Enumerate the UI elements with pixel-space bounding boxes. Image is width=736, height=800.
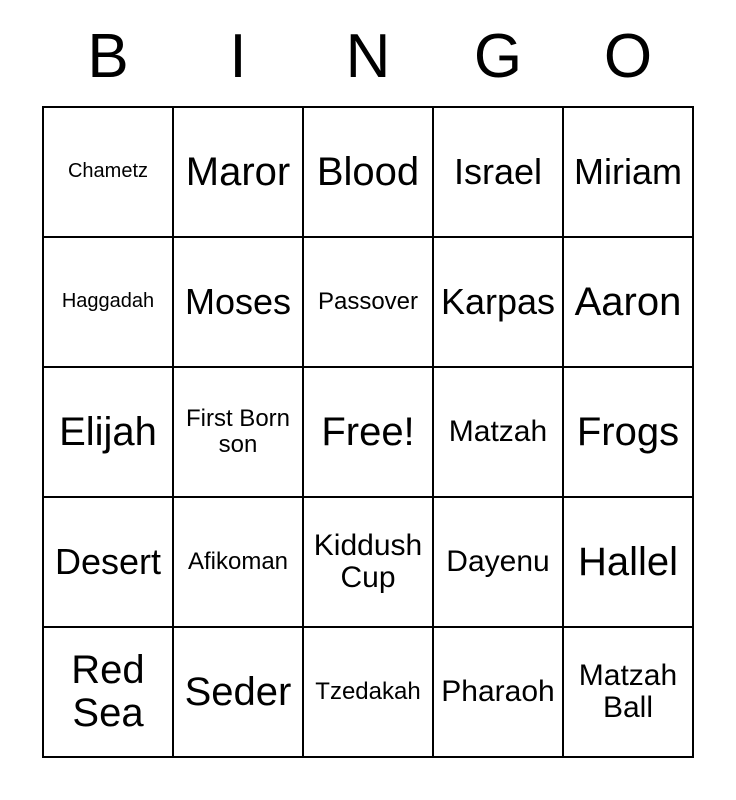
bingo-row	[43, 107, 693, 237]
header-letter-i: I	[229, 22, 247, 91]
bingo-cell[interactable]: Aaron	[563, 237, 693, 367]
bingo-cell[interactable]: Chametz	[43, 107, 173, 237]
bingo-cell[interactable]: Seder	[173, 627, 303, 757]
bingo-cell[interactable]: Hallel	[563, 497, 693, 627]
bingo-cell[interactable]: Matzah	[433, 367, 563, 497]
bingo-cell[interactable]: Pharaoh	[433, 627, 563, 757]
bingo-cell[interactable]: Elijah	[43, 367, 173, 497]
header-letter-n: N	[345, 22, 391, 91]
bingo-row	[43, 627, 693, 757]
bingo-cell[interactable]: Passover	[303, 237, 433, 367]
bingo-header	[43, 0, 693, 91]
bingo-row	[43, 497, 693, 627]
bingo-cell[interactable]: Maror	[173, 107, 303, 237]
header-letter-o: O	[603, 22, 653, 91]
bingo-cell[interactable]: Haggadah	[43, 237, 173, 367]
bingo-cell[interactable]: Desert	[43, 497, 173, 627]
bingo-cell[interactable]: Miriam	[563, 107, 693, 237]
bingo-cell[interactable]: Kiddush Cup	[303, 497, 433, 627]
bingo-cell[interactable]: Matzah Ball	[563, 627, 693, 757]
bingo-cell[interactable]: Frogs	[563, 367, 693, 497]
header-letter-g: G	[473, 22, 523, 91]
bingo-cell[interactable]: Karpas	[433, 237, 563, 367]
bingo-free-cell[interactable]: Free!	[303, 367, 433, 497]
bingo-cell[interactable]: Afikoman	[173, 497, 303, 627]
bingo-row	[43, 367, 693, 497]
bingo-cell[interactable]: Dayenu	[433, 497, 563, 627]
bingo-cell[interactable]: First Born son	[173, 367, 303, 497]
bingo-cell[interactable]: Red Sea	[43, 627, 173, 757]
bingo-cell[interactable]: Israel	[433, 107, 563, 237]
header-letter-b: B	[87, 22, 129, 91]
bingo-cell[interactable]: Moses	[173, 237, 303, 367]
bingo-row	[43, 237, 693, 367]
bingo-cell[interactable]: Tzedakah	[303, 627, 433, 757]
bingo-grid	[42, 106, 694, 758]
bingo-cell[interactable]: Blood	[303, 107, 433, 237]
